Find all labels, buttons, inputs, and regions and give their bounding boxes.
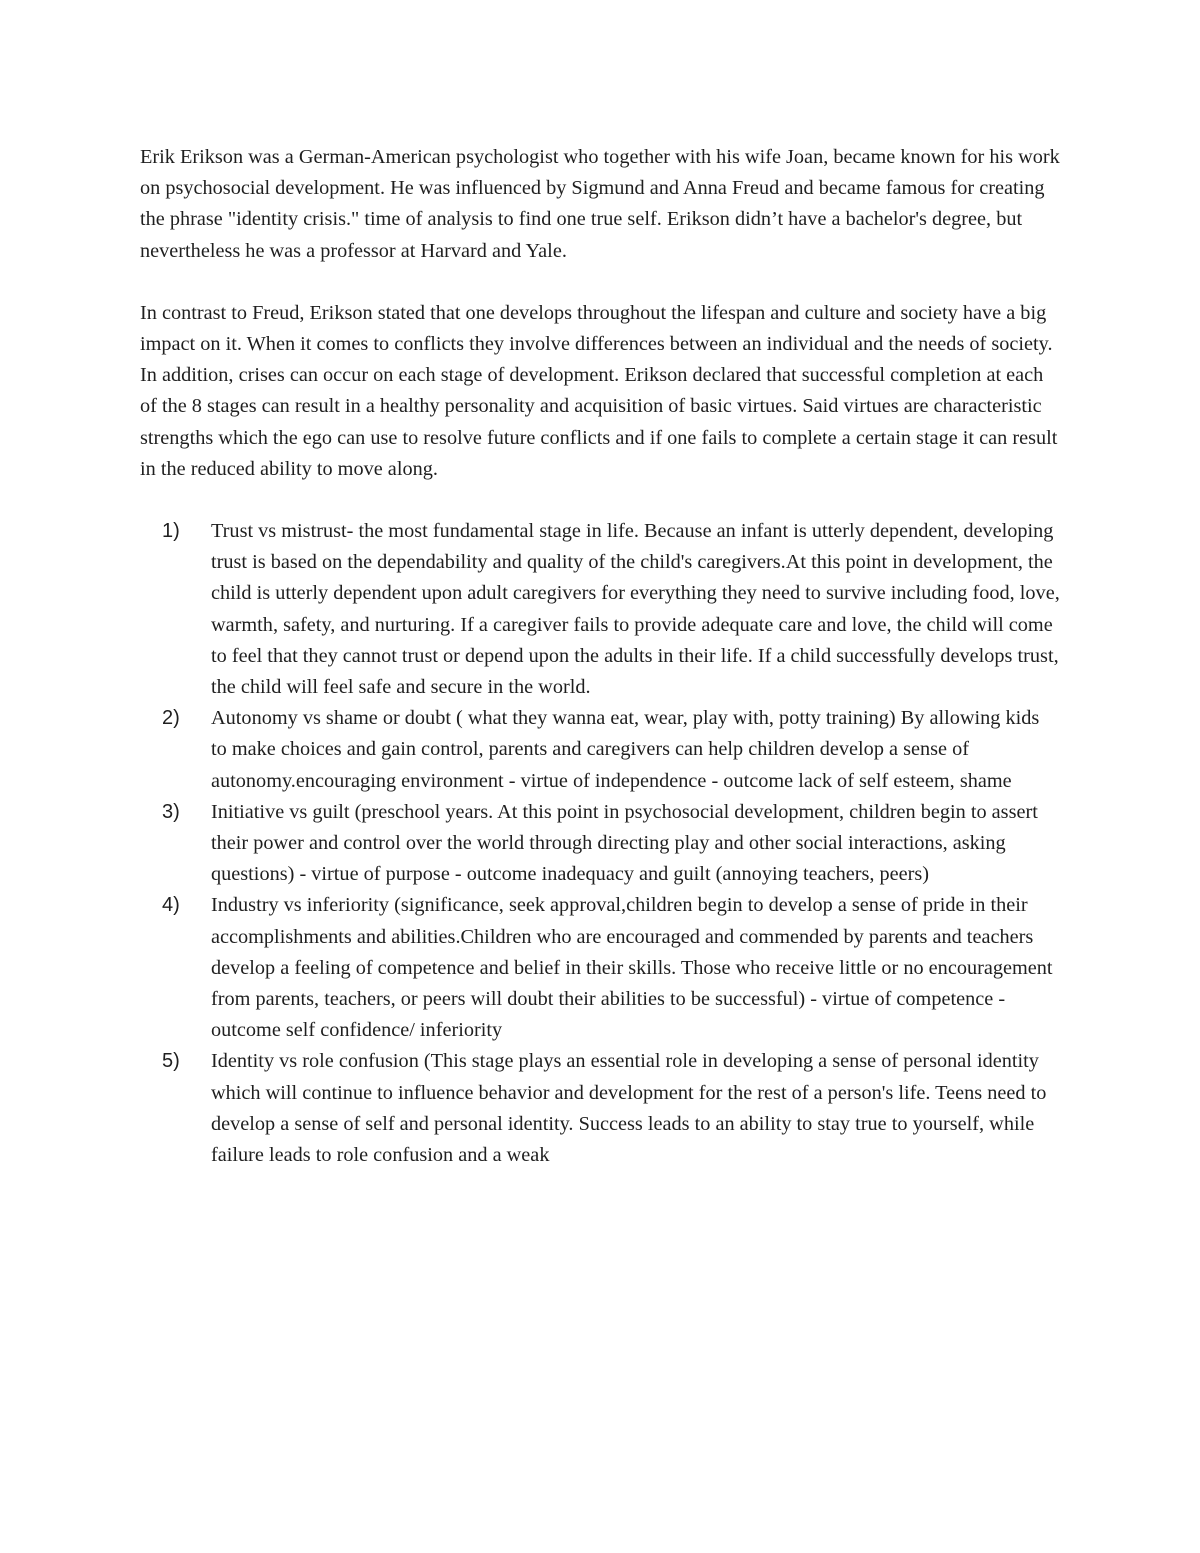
list-item-text: Industry vs inferiority (significance, seek approval,children begin to develop a sense of pride in their accomplishments and abilities.Children who are encouraged and commended by parents and teachers develop a feeling of competence and belief in their skills. Those who receive little or no encouragement from parents, teachers, or peers will doubt their abilities to be successful) - virtue of competence - outcome self confidence/ inferiority [211,894,1053,1042]
stages-list [140,516,1060,1171]
list-item-number: 1) [162,520,180,543]
list-item-text: Autonomy vs shame or doubt ( what they wanna eat, wear, play with, potty training) By allowing kids to make choices and gain control, parents and caregivers can help children develop a sense of autonomy.encouraging environment - virtue of independence - outcome lack of self esteem, shame [211,707,1040,792]
list-item [140,1046,1060,1171]
list-item [140,797,1060,891]
list-item-number: 5) [162,1050,180,1073]
list-item-text: Trust vs mistrust- the most fundamental stage in life. Because an infant is utterly dependent, developing trust is based on the dependability and quality of the child's caregivers.At this point in development, the child is utterly dependent upon adult caregivers for everything they need to survive including food, love, warmth, safety, and nurturing. If a caregiver fails to provide adequate care and love, the child will come to feel that they cannot trust or depend upon the adults in their life. If a child successfully develops trust, the child will feel safe and secure in the world. [211,520,1060,699]
list-item-number: 3) [162,800,180,823]
list-item-text: Initiative vs guilt (preschool years. At this point in psychosocial development, children begin to assert their power and control over the world through directing play and other social interactions, asking questions) - virtue of purpose - outcome inadequacy and guilt (annoying teachers, peers) [211,800,1038,886]
list-item-number: 4) [162,894,180,917]
list-item-number: 2) [162,707,180,730]
list-item [140,703,1060,797]
list-item [140,890,1060,1046]
contrast-paragraph: In contrast to Freud, Erikson stated that one develops throughout the lifespan and culture and society have a big impact on it. When it comes to conflicts they involve differences between an individual and the needs of society. In addition, crises can occur on each stage of development. Erikson declared that successful completion at each of the 8 stages can result in a healthy personality and acquisition of basic virtues. Said virtues are characteristic strengths which the ego can use to resolve future conflicts and if one fails to complete a certain stage it can result in the reduced ability to move along. [140,301,1058,480]
list-item-text: Identity vs role confusion (This stage plays an essential role in developing a sense of personal identity which will continue to influence behavior and development for the rest of a person's life. Teens need to develop a sense of self and personal identity. Success leads to an ability to stay true to yourself, while failure leads to role confusion and a weak [211,1050,1047,1167]
intro-paragraph: Erik Erikson was a German-American psychologist who together with his wife Joan, became known for his work on psychosocial development. He was influenced by Sigmund and Anna Freud and became famous for creating the phrase "identity crisis." time of analysis to find one true self. Erikson didn’t have a bachelor's degree, but nevertheless he was a professor at Harvard and Yale. [140,146,1060,262]
list-item [140,516,1060,703]
document-body [140,142,1060,1171]
